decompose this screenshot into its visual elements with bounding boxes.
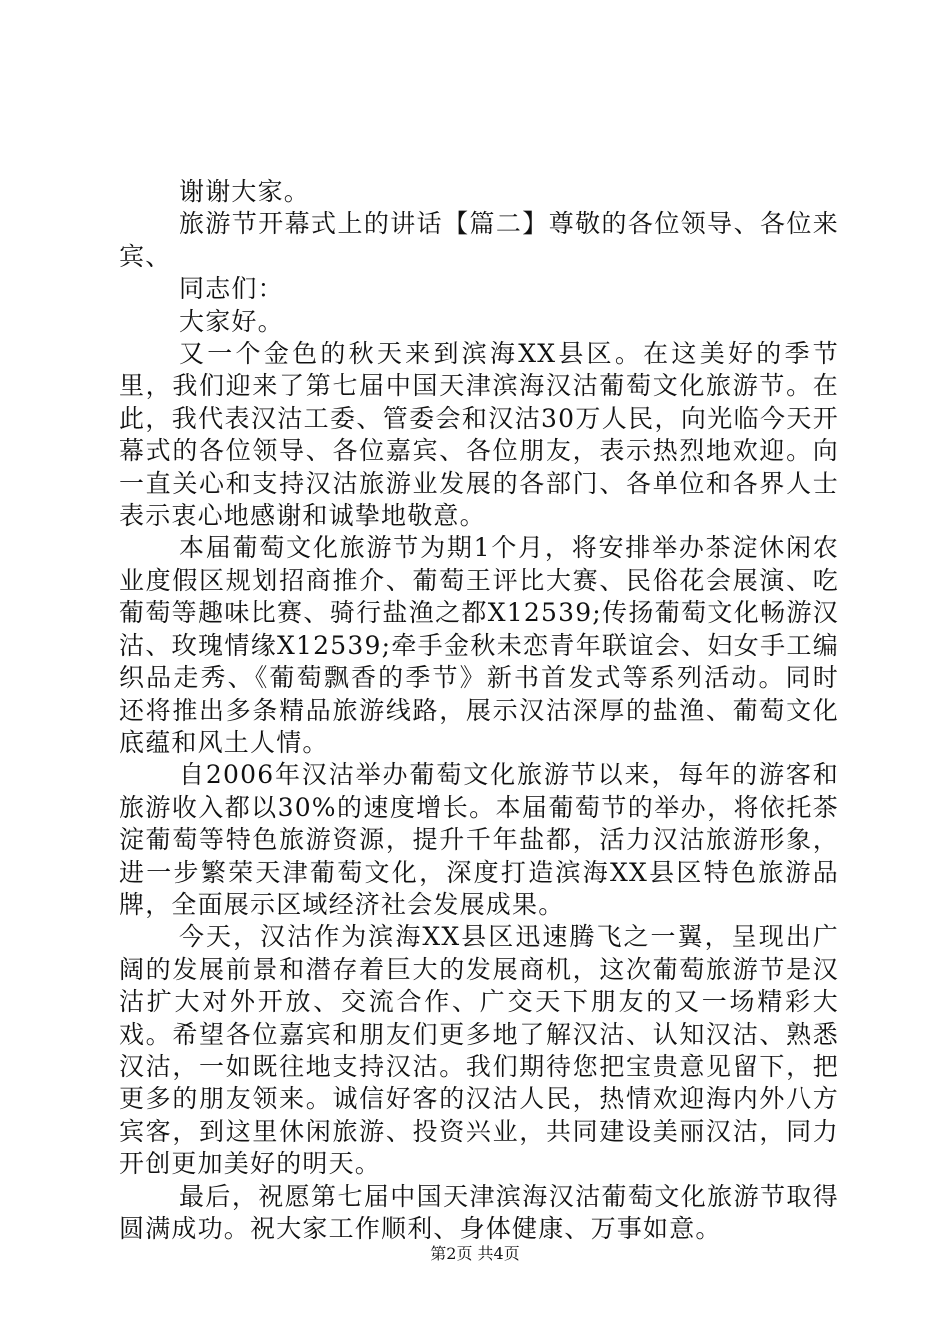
paragraph-growth: 自2006年汉沽举办葡萄文化旅游节以来，每年的游客和旅游收入都以30%的速度增长。本届葡萄节的举办，将依托茶淀葡萄等特色旅游资源，提升千年盐都，活力汉沽旅游形象，进一步繁荣天津葡萄文化，深度打造滨海XX县区特色旅游品牌，全面展示区域经济社会发展成果。: [119, 760, 839, 919]
paragraph-activities: 本届葡萄文化旅游节为期1个月，将安排举办茶淀休闲农业度假区规划招商推介、葡萄王评比大赛、民俗花会展演、吃葡萄等趣味比赛、骑行盐渔之都X12539;传扬葡萄文化畅游汉沽、玫瑰情缘X12539;牵手金秋未恋青年联谊会、妇女手工编织品走秀、《葡萄飘香的季节》新书首发式等系列活动。同时还将推出多条精品旅游线路，展示汉沽深厚的盐渔、葡萄文化底蕴和风土人情。: [119, 533, 839, 757]
page-number-footer: 第2页 共4页: [430, 1244, 520, 1263]
paragraph-speech-title: 旅游节开幕式上的讲话【篇二】尊敬的各位领导、各位来宾、: [119, 209, 839, 271]
paragraph-wishes: 最后，祝愿第七届中国天津滨海汉沽葡萄文化旅游节取得圆满成功。祝大家工作顺利、身体健康、万事如意。: [119, 1181, 839, 1243]
paragraph-greeting: 大家好。: [179, 306, 284, 336]
paragraph-salutation: 同志们：: [179, 274, 284, 304]
paragraph-outlook: 今天，汉沽作为滨海XX县区迅速腾飞之一翼，呈现出广阔的发展前景和潜存着巨大的发展商机，这次葡萄旅游节是汉沽扩大对外开放、交流合作、广交天下朋友的又一场精彩大戏。希望各位嘉宾和朋友们更多地了解汉沽、认知汉沽、熟悉汉沽，一如既往地支持汉沽。我们期待您把宝贵意见留下，把更多的朋友领来。诚信好客的汉沽人民，热情欢迎海内外八方宾客，到这里休闲旅游、投资兴业，共同建设美丽汉沽，同力开创更加美好的明天。: [119, 922, 839, 1179]
document-body: [119, 176, 839, 1245]
paragraph-welcome: 又一个金色的秋天来到滨海XX县区。在这美好的季节里，我们迎来了第七届中国天津滨海汉沽葡萄文化旅游节。在此，我代表汉沽工委、管委会和汉沽30万人民，向光临今天开幕式的各位领导、各位嘉宾、各位朋友，表示热烈地欢迎。向一直关心和支持汉沽旅游业发展的各部门、各单位和各界人士表示衷心地感谢和诚挚地敬意。: [119, 339, 839, 531]
paragraph-closing-thanks: 谢谢大家。: [179, 177, 311, 206]
